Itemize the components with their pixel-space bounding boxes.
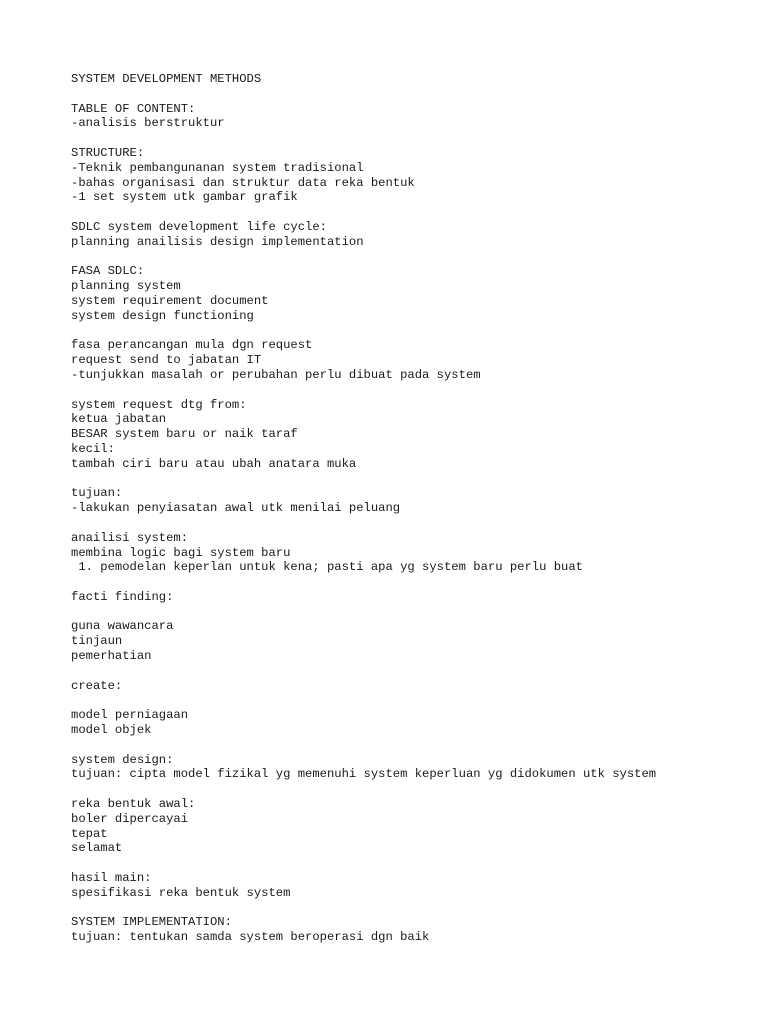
text-line: ketua jabatan xyxy=(71,412,167,427)
blank-line xyxy=(71,664,751,679)
text-line: system design: xyxy=(71,752,174,767)
text-line: facti finding: xyxy=(71,589,174,604)
text-line: STRUCTURE: xyxy=(71,145,145,160)
blank-line xyxy=(71,738,751,753)
blank-line xyxy=(71,605,751,620)
text-line: request send to jabatan IT xyxy=(71,353,262,368)
text-line: -Teknik pembangunanan system tradisional xyxy=(71,160,364,175)
text-line: SYSTEM DEVELOPMENT METHODS xyxy=(71,72,262,86)
text-line: spesifikasi reka bentuk system xyxy=(71,885,291,900)
text-line: guna wawancara xyxy=(71,619,174,634)
blank-line xyxy=(71,87,751,102)
text-line: system requirement document xyxy=(71,293,269,308)
text-line: tambah ciri baru atau ubah anatara muka xyxy=(71,456,357,471)
text-line: planning anailisis design implementation xyxy=(71,234,364,249)
text-line: fasa perancangan mula dgn request xyxy=(71,338,313,353)
text-line: -analisis berstruktur xyxy=(71,116,225,131)
text-line: TABLE OF CONTENT: xyxy=(71,101,196,116)
text-line: tujuan: tentukan samda system beroperasi dgn baik xyxy=(71,930,430,945)
text-line: create: xyxy=(71,678,123,693)
text-line: tujuan: cipta model fizikal yg memenuhi system keperluan yg didokumen utk system xyxy=(71,767,657,782)
text-line: -1 set system utk gambar grafik xyxy=(71,190,298,205)
text-line: model perniagaan xyxy=(71,708,189,723)
blank-line xyxy=(71,856,751,871)
blank-line xyxy=(71,131,751,146)
blank-line xyxy=(71,383,751,398)
text-line: anailisi system: xyxy=(71,530,189,545)
text-line: selamat xyxy=(71,841,123,856)
text-line: reka bentuk awal: xyxy=(71,797,196,812)
text-line: -tunjukkan masalah or perubahan perlu dibuat pada system xyxy=(71,367,481,382)
text-line: membina logic bagi system baru xyxy=(71,545,291,560)
text-line: boler dipercayai xyxy=(71,811,189,826)
text-line: 1. pemodelan keperlan untuk kena; pasti apa yg system baru perlu buat xyxy=(71,560,583,575)
text-line: BESAR system baru or naik taraf xyxy=(71,427,298,442)
document-text-body xyxy=(71,72,751,945)
text-line: -bahas organisasi dan struktur data reka bentuk xyxy=(71,175,415,190)
text-line: -lakukan penyiasatan awal utk menilai peluang xyxy=(71,501,401,516)
text-line: kecil: xyxy=(71,441,115,456)
text-line: tinjaun xyxy=(71,634,123,649)
blank-line xyxy=(71,575,751,590)
blank-line xyxy=(71,472,751,487)
text-line: FASA SDLC: xyxy=(71,264,145,279)
text-line: system request dtg from: xyxy=(71,397,247,412)
text-line: pemerhatian xyxy=(71,649,152,664)
blank-line xyxy=(71,250,751,265)
blank-line xyxy=(71,516,751,531)
blank-line xyxy=(71,901,751,916)
blank-line xyxy=(71,693,751,708)
text-line: tepat xyxy=(71,826,108,841)
text-line: SDLC system development life cycle: xyxy=(71,219,327,234)
text-line: system design functioning xyxy=(71,308,254,323)
blank-line xyxy=(71,782,751,797)
text-line: model objek xyxy=(71,723,152,738)
text-line: tujuan: xyxy=(71,486,123,501)
text-line: SYSTEM IMPLEMENTATION: xyxy=(71,915,232,930)
blank-line xyxy=(71,205,751,220)
text-line: hasil main: xyxy=(71,871,152,886)
text-line: planning system xyxy=(71,279,181,294)
blank-line xyxy=(71,324,751,339)
